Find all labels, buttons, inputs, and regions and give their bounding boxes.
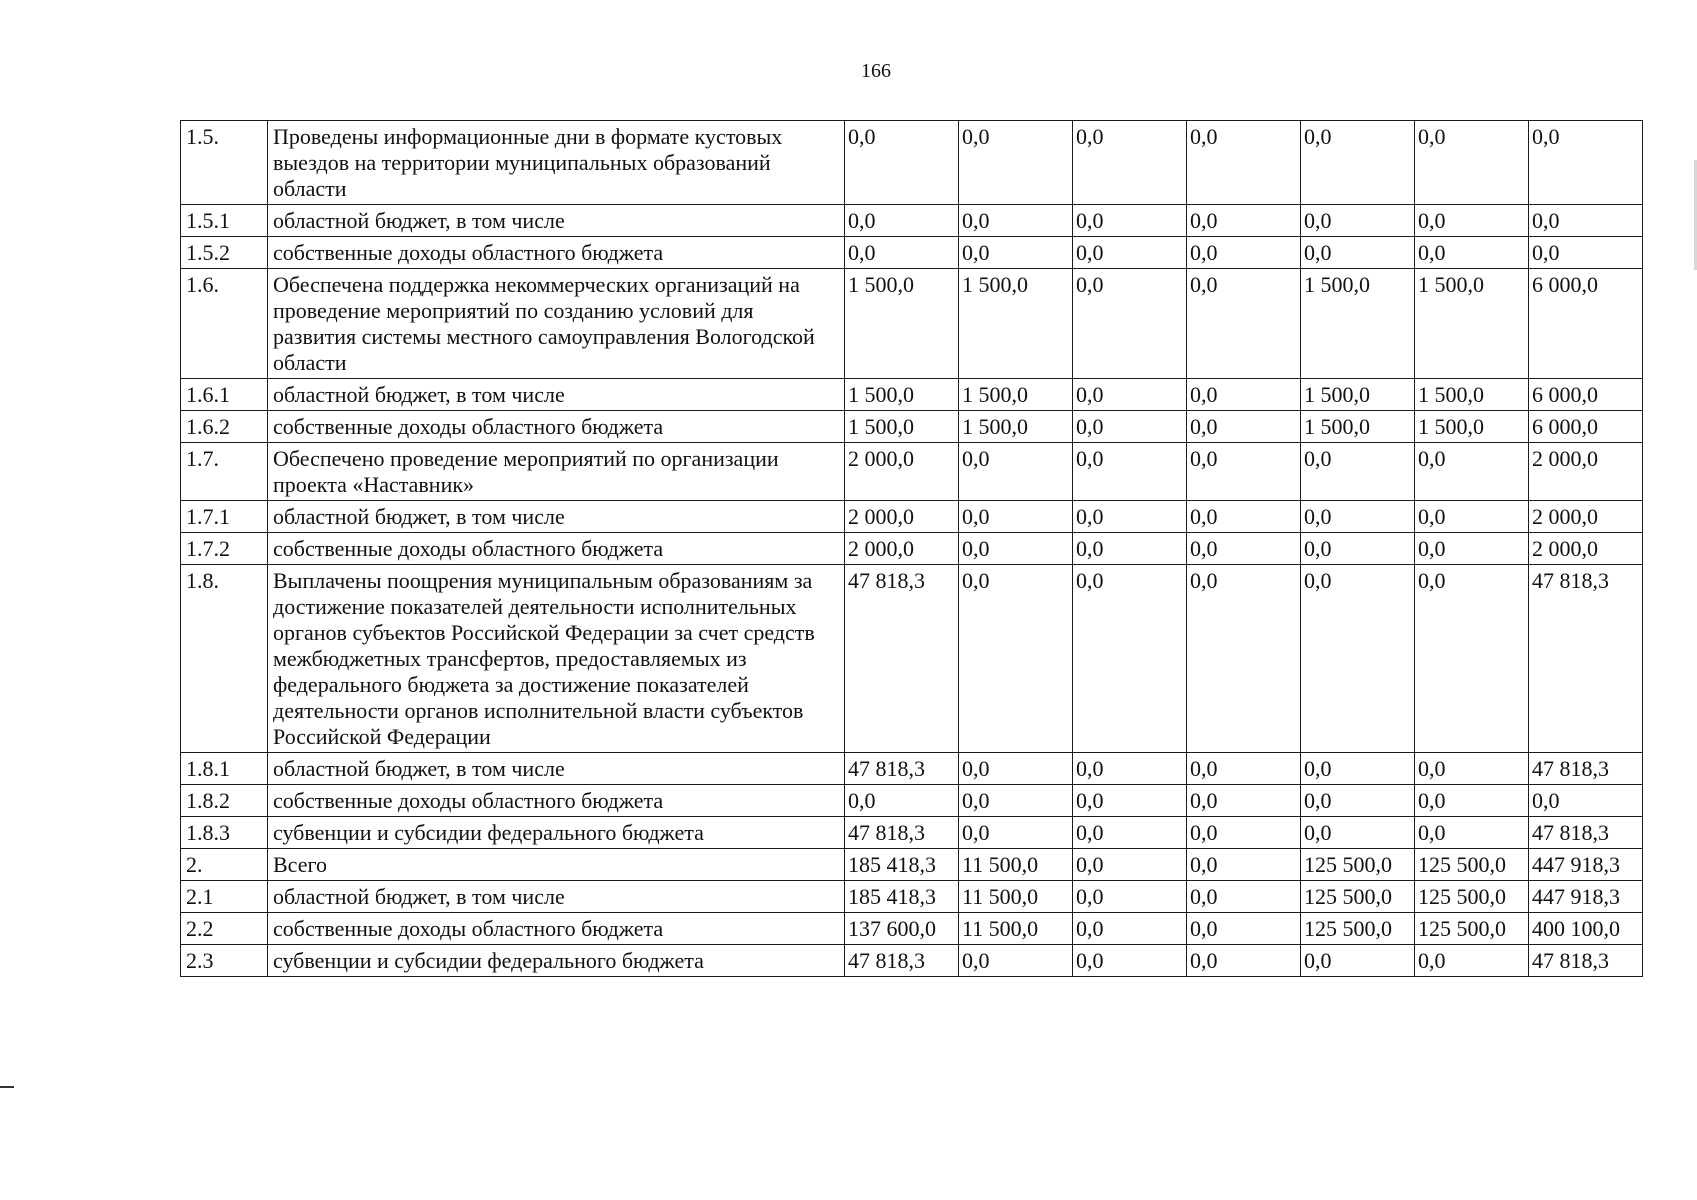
row-code: 1.8.3 xyxy=(181,817,268,849)
table-row xyxy=(181,501,1643,533)
value-cell: 0,0 xyxy=(1187,881,1301,913)
value-cell: 1 500,0 xyxy=(1301,269,1415,379)
value-cell: 125 500,0 xyxy=(1301,881,1415,913)
value-cell: 0,0 xyxy=(1529,205,1643,237)
row-description: Всего xyxy=(268,849,845,881)
value-cell: 0,0 xyxy=(1529,785,1643,817)
value-cell: 0,0 xyxy=(1073,205,1187,237)
row-description: областной бюджет, в том числе xyxy=(268,881,845,913)
value-cell: 6 000,0 xyxy=(1529,269,1643,379)
row-description: Обеспечено проведение мероприятий по организации проекта «Наставник» xyxy=(268,443,845,501)
value-cell: 0,0 xyxy=(845,205,959,237)
table-row xyxy=(181,785,1643,817)
value-cell: 2 000,0 xyxy=(845,443,959,501)
row-code: 1.6.1 xyxy=(181,379,268,411)
value-cell: 47 818,3 xyxy=(845,753,959,785)
value-cell: 2 000,0 xyxy=(845,533,959,565)
value-cell: 0,0 xyxy=(959,565,1073,753)
value-cell: 0,0 xyxy=(1301,565,1415,753)
value-cell: 0,0 xyxy=(959,945,1073,977)
value-cell: 447 918,3 xyxy=(1529,849,1643,881)
value-cell: 0,0 xyxy=(1187,237,1301,269)
value-cell: 47 818,3 xyxy=(845,945,959,977)
page-number: 166 xyxy=(861,60,891,82)
value-cell: 0,0 xyxy=(1415,753,1529,785)
value-cell: 0,0 xyxy=(959,205,1073,237)
table-row xyxy=(181,817,1643,849)
table-row xyxy=(181,379,1643,411)
row-code: 2.2 xyxy=(181,913,268,945)
table-row xyxy=(181,269,1643,379)
value-cell: 1 500,0 xyxy=(1415,269,1529,379)
row-description: областной бюджет, в том числе xyxy=(268,205,845,237)
value-cell: 0,0 xyxy=(1073,565,1187,753)
row-code: 1.8.1 xyxy=(181,753,268,785)
value-cell: 0,0 xyxy=(959,817,1073,849)
value-cell: 0,0 xyxy=(1301,945,1415,977)
row-code: 1.7.2 xyxy=(181,533,268,565)
row-description: собственные доходы областного бюджета xyxy=(268,533,845,565)
row-description: собственные доходы областного бюджета xyxy=(268,913,845,945)
value-cell: 47 818,3 xyxy=(845,565,959,753)
value-cell: 0,0 xyxy=(1529,121,1643,205)
value-cell: 1 500,0 xyxy=(845,379,959,411)
value-cell: 1 500,0 xyxy=(959,411,1073,443)
value-cell: 0,0 xyxy=(1187,785,1301,817)
table-row xyxy=(181,881,1643,913)
value-cell: 0,0 xyxy=(1073,443,1187,501)
value-cell: 47 818,3 xyxy=(1529,753,1643,785)
value-cell: 1 500,0 xyxy=(1415,379,1529,411)
value-cell: 0,0 xyxy=(1415,443,1529,501)
table-row xyxy=(181,753,1643,785)
value-cell: 0,0 xyxy=(1415,237,1529,269)
value-cell: 0,0 xyxy=(1187,443,1301,501)
value-cell: 0,0 xyxy=(1301,121,1415,205)
value-cell: 0,0 xyxy=(1187,533,1301,565)
value-cell: 125 500,0 xyxy=(1415,913,1529,945)
value-cell: 0,0 xyxy=(1301,237,1415,269)
row-code: 1.6. xyxy=(181,269,268,379)
value-cell: 125 500,0 xyxy=(1301,849,1415,881)
value-cell: 0,0 xyxy=(1073,411,1187,443)
value-cell: 0,0 xyxy=(1073,237,1187,269)
value-cell: 0,0 xyxy=(845,785,959,817)
value-cell: 0,0 xyxy=(1073,785,1187,817)
value-cell: 6 000,0 xyxy=(1529,411,1643,443)
table-body xyxy=(181,121,1643,977)
value-cell: 2 000,0 xyxy=(1529,443,1643,501)
value-cell: 0,0 xyxy=(1073,817,1187,849)
row-description: собственные доходы областного бюджета xyxy=(268,411,845,443)
value-cell: 1 500,0 xyxy=(845,411,959,443)
row-code: 1.6.2 xyxy=(181,411,268,443)
value-cell: 0,0 xyxy=(1073,753,1187,785)
table-row xyxy=(181,565,1643,753)
row-description: областной бюджет, в том числе xyxy=(268,501,845,533)
value-cell: 185 418,3 xyxy=(845,881,959,913)
value-cell: 137 600,0 xyxy=(845,913,959,945)
value-cell: 1 500,0 xyxy=(1415,411,1529,443)
value-cell: 0,0 xyxy=(845,237,959,269)
value-cell: 0,0 xyxy=(1301,785,1415,817)
value-cell: 1 500,0 xyxy=(959,269,1073,379)
row-code: 2.3 xyxy=(181,945,268,977)
scan-edge-mark xyxy=(0,1086,14,1088)
row-description: субвенции и субсидии федерального бюджета xyxy=(268,817,845,849)
value-cell: 0,0 xyxy=(1415,121,1529,205)
value-cell: 0,0 xyxy=(1301,501,1415,533)
value-cell: 0,0 xyxy=(1073,945,1187,977)
budget-table xyxy=(180,120,1643,977)
value-cell: 0,0 xyxy=(959,443,1073,501)
row-description: Выплачены поощрения муниципальным образованиям за достижение показателей деятельности исполнительных органов субъектов Российской Федерации за счет средств межбюджетных трансфертов, предоставляемых из федерального бюджета за достижение показателей деятельности органов исполнительной власти субъектов Российской Федерации xyxy=(268,565,845,753)
table-row xyxy=(181,237,1643,269)
value-cell: 447 918,3 xyxy=(1529,881,1643,913)
row-code: 1.8. xyxy=(181,565,268,753)
value-cell: 0,0 xyxy=(1073,269,1187,379)
value-cell: 0,0 xyxy=(1415,533,1529,565)
value-cell: 0,0 xyxy=(959,121,1073,205)
value-cell: 125 500,0 xyxy=(1415,849,1529,881)
value-cell: 0,0 xyxy=(1415,501,1529,533)
value-cell: 47 818,3 xyxy=(1529,817,1643,849)
value-cell: 0,0 xyxy=(959,533,1073,565)
value-cell: 0,0 xyxy=(1187,849,1301,881)
row-code: 1.5. xyxy=(181,121,268,205)
table-row xyxy=(181,533,1643,565)
value-cell: 1 500,0 xyxy=(1301,411,1415,443)
table-row xyxy=(181,913,1643,945)
row-description: собственные доходы областного бюджета xyxy=(268,237,845,269)
value-cell: 0,0 xyxy=(959,501,1073,533)
value-cell: 0,0 xyxy=(1187,121,1301,205)
table-row xyxy=(181,945,1643,977)
value-cell: 0,0 xyxy=(1073,533,1187,565)
table-row xyxy=(181,443,1643,501)
row-description: Проведены информационные дни в формате кустовых выездов на территории муниципальных образований области xyxy=(268,121,845,205)
row-code: 1.5.1 xyxy=(181,205,268,237)
value-cell: 2 000,0 xyxy=(1529,533,1643,565)
value-cell: 0,0 xyxy=(845,121,959,205)
value-cell: 0,0 xyxy=(1073,913,1187,945)
value-cell: 2 000,0 xyxy=(845,501,959,533)
value-cell: 0,0 xyxy=(1187,753,1301,785)
value-cell: 0,0 xyxy=(1415,205,1529,237)
value-cell: 0,0 xyxy=(959,237,1073,269)
row-description: собственные доходы областного бюджета xyxy=(268,785,845,817)
row-code: 1.7. xyxy=(181,443,268,501)
row-code: 2. xyxy=(181,849,268,881)
value-cell: 0,0 xyxy=(1073,501,1187,533)
value-cell: 0,0 xyxy=(1187,411,1301,443)
value-cell: 0,0 xyxy=(1415,817,1529,849)
value-cell: 11 500,0 xyxy=(959,913,1073,945)
value-cell: 6 000,0 xyxy=(1529,379,1643,411)
value-cell: 1 500,0 xyxy=(959,379,1073,411)
value-cell: 0,0 xyxy=(1415,565,1529,753)
value-cell: 0,0 xyxy=(1187,945,1301,977)
value-cell: 47 818,3 xyxy=(1529,565,1643,753)
value-cell: 2 000,0 xyxy=(1529,501,1643,533)
value-cell: 0,0 xyxy=(1073,379,1187,411)
row-code: 1.7.1 xyxy=(181,501,268,533)
value-cell: 0,0 xyxy=(1187,913,1301,945)
value-cell: 0,0 xyxy=(1187,817,1301,849)
row-description: областной бюджет, в том числе xyxy=(268,379,845,411)
value-cell: 0,0 xyxy=(1301,533,1415,565)
value-cell: 400 100,0 xyxy=(1529,913,1643,945)
row-code: 1.8.2 xyxy=(181,785,268,817)
value-cell: 0,0 xyxy=(1073,849,1187,881)
value-cell: 0,0 xyxy=(1187,205,1301,237)
value-cell: 0,0 xyxy=(1301,205,1415,237)
row-code: 2.1 xyxy=(181,881,268,913)
row-description: областной бюджет, в том числе xyxy=(268,753,845,785)
value-cell: 0,0 xyxy=(1187,565,1301,753)
table-row xyxy=(181,205,1643,237)
row-description: субвенции и субсидии федерального бюджета xyxy=(268,945,845,977)
value-cell: 47 818,3 xyxy=(1529,945,1643,977)
value-cell: 0,0 xyxy=(1187,379,1301,411)
value-cell: 0,0 xyxy=(959,753,1073,785)
table-row xyxy=(181,411,1643,443)
table-row xyxy=(181,121,1643,205)
value-cell: 0,0 xyxy=(1073,121,1187,205)
value-cell: 0,0 xyxy=(1187,501,1301,533)
value-cell: 0,0 xyxy=(1415,785,1529,817)
value-cell: 11 500,0 xyxy=(959,881,1073,913)
table-row xyxy=(181,849,1643,881)
value-cell: 1 500,0 xyxy=(845,269,959,379)
value-cell: 1 500,0 xyxy=(1301,379,1415,411)
row-description: Обеспечена поддержка некоммерческих организаций на проведение мероприятий по созданию условий для развития системы местного самоуправления Вологодской области xyxy=(268,269,845,379)
value-cell: 125 500,0 xyxy=(1415,881,1529,913)
value-cell: 0,0 xyxy=(1301,817,1415,849)
value-cell: 0,0 xyxy=(1301,753,1415,785)
value-cell: 0,0 xyxy=(959,785,1073,817)
value-cell: 0,0 xyxy=(1187,269,1301,379)
value-cell: 0,0 xyxy=(1415,945,1529,977)
value-cell: 47 818,3 xyxy=(845,817,959,849)
value-cell: 125 500,0 xyxy=(1301,913,1415,945)
value-cell: 185 418,3 xyxy=(845,849,959,881)
value-cell: 11 500,0 xyxy=(959,849,1073,881)
value-cell: 0,0 xyxy=(1301,443,1415,501)
value-cell: 0,0 xyxy=(1073,881,1187,913)
row-code: 1.5.2 xyxy=(181,237,268,269)
value-cell: 0,0 xyxy=(1529,237,1643,269)
